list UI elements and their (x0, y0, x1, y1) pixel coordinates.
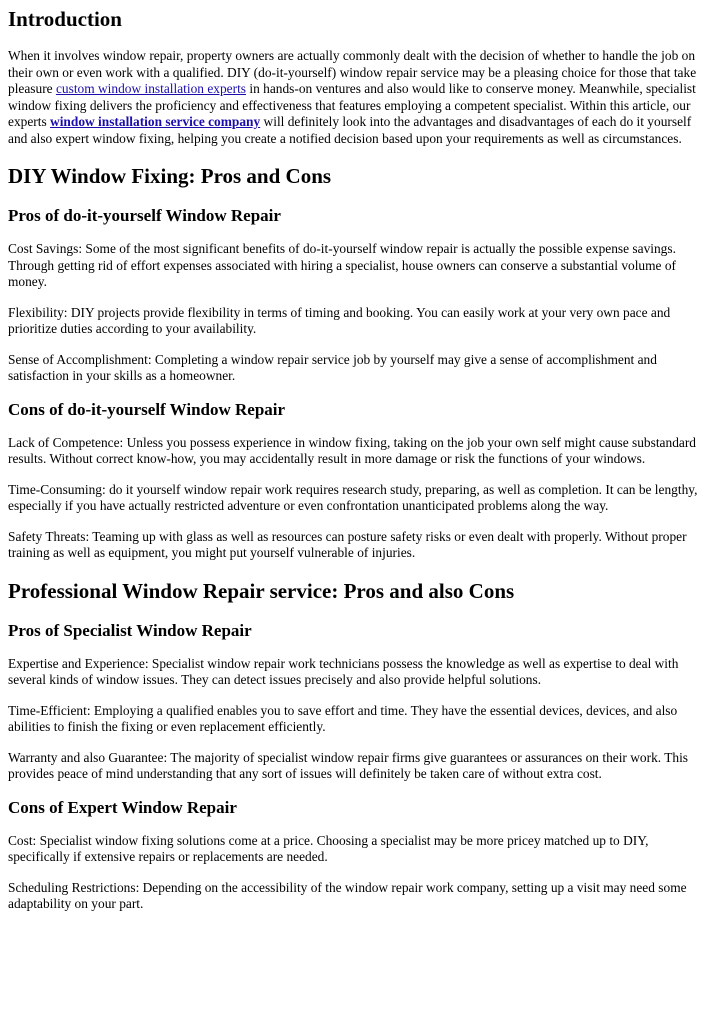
diy-con-paragraph: Lack of Competence: Unless you possess experience in window fixing, taking on the job your own self might cause substandard results. Without correct know-how, you may accidentally result in more damage or risk the functions of your windows. (8, 434, 696, 466)
diy-cons-heading: Cons of do-it-yourself Window Repair (8, 399, 286, 419)
pro-pros-heading: Pros of Specialist Window Repair (8, 620, 252, 640)
pro-con-paragraph: Cost: Specialist window fixing solutions come at a price. Choosing a specialist may be more pricey matched up to DIY, specifically if extensive repairs or replacements are needed. (8, 832, 649, 864)
pro-section-heading: Professional Window Repair service: Pros and also Cons (8, 578, 515, 603)
intro-text-part-3: will definitely look into the advantages and disadvantages of each do it yourself and also expert window fixing, helping you create a notified decision based upon your requirements as well as circumstances. (8, 114, 692, 146)
pro-pro-paragraph: Warranty and also Guarantee: The majority of specialist window repair firms give guarantees or assurances on their work. This provides peace of mind understanding that any sort of issues will definitely be taken care of without extra cost. (8, 749, 689, 781)
pro-cons-heading: Cons of Expert Window Repair (8, 797, 237, 817)
diy-con-paragraph: Time-Consuming: do it yourself window repair work requires research study, preparing, as well as completion. It can be lengthy, especially if you have actually restricted adventure or even confrontation unanticipated problems along the way. (8, 481, 698, 513)
window-installation-service-link[interactable]: window installation service company (50, 114, 261, 129)
diy-pros-heading: Pros of do-it-yourself Window Repair (8, 206, 281, 225)
pro-pro-paragraph: Expertise and Experience: Specialist window repair work technicians possess the knowledge as well as expertise to deal with several kinds of window issues. They can detect issues precisely and also provide helpful solutions. (8, 655, 679, 687)
pro-pro-paragraph: Time-Efficient: Employing a qualified enables you to save effort and time. They have the essential devices, devices, and also abilities to finish the fixing or even replacement efficiently. (8, 702, 678, 734)
intro-heading: Introduction (8, 7, 122, 31)
intro-text-part-2: in hands-on ventures and also would like to conserve money. Meanwhile, specialist window fixing delivers the proficiency and effectiveness that features employing a competent specialist. Within this article, our experts (8, 81, 696, 129)
diy-section-heading: DIY Window Fixing: Pros and Cons (8, 164, 332, 188)
diy-pro-paragraph: Cost Savings: Some of the most significant benefits of do-it-yourself window repair is actually the possible expense savings. Through getting rid of effort expenses associated with hiring a specialist, house owners can conserve a substantial volume of money. (8, 241, 676, 289)
diy-pro-paragraph: Flexibility: DIY projects provide flexibility in terms of timing and booking. You can easily work at your very own pace and prioritize duties according to your availability. (8, 304, 671, 336)
pro-con-paragraph: Scheduling Restrictions: Depending on the accessibility of the window repair work company, setting up a visit may need some adaptability on your part. (8, 879, 687, 911)
intro-text-part-1: When it involves window repair, property owners are actually commonly dealt with the decision of whether to handle the job on their own or even work with a qualified. DIY (do-it-yourself) window repair service may be a pleasing choice for those that take pleasure (8, 48, 697, 96)
article (0, 6, 720, 913)
diy-pro-paragraph: Sense of Accomplishment: Completing a window repair service job by yourself may give a sense of accomplishment and satisfaction in your skills as a homeowner. (8, 351, 657, 383)
diy-con-paragraph: Safety Threats: Teaming up with glass as well as resources can posture safety risks or even dealt with properly. Without proper training as well as equipment, you might put yourself vulnerable of injuries. (8, 528, 687, 560)
custom-window-installation-link[interactable]: custom window installation experts (55, 81, 247, 96)
intro-paragraph (8, 48, 712, 147)
